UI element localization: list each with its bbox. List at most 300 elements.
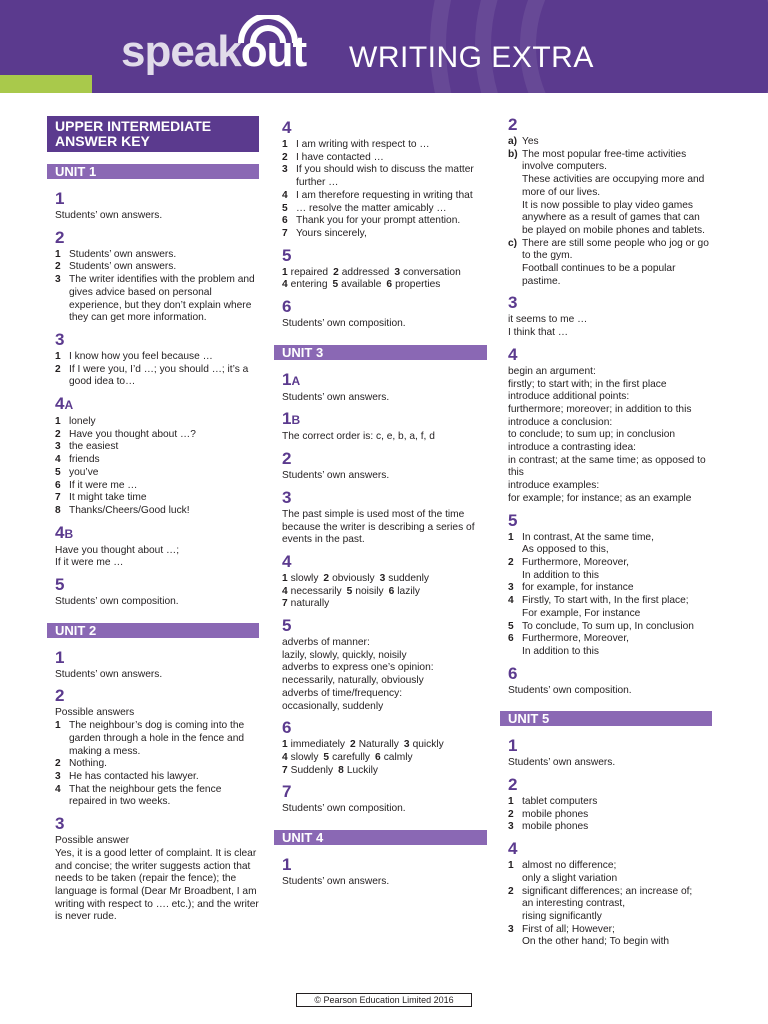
item-text: suddenly: [388, 572, 430, 584]
answer-line: adverbs to express one’s opinion:: [282, 662, 434, 674]
inline-answer: [282, 752, 318, 763]
answer-text: Students’ own composition.: [55, 596, 179, 608]
inline-answer: [333, 279, 382, 290]
item-number: 1: [508, 796, 514, 808]
item-text: It might take time: [69, 492, 147, 504]
item-text: repaired: [290, 266, 329, 278]
answer-text: The past simple is used most of the time because the writer is describing a series of events in the past.: [282, 508, 475, 546]
question-number: 5: [282, 616, 292, 636]
answer-text: Students’ own answers.: [282, 391, 390, 403]
item-text: I am therefore requesting in writing that: [296, 189, 473, 201]
item-number: 4: [508, 595, 514, 607]
unit-heading: UNIT 3: [274, 345, 487, 360]
answer-list: [508, 860, 712, 949]
item-text: I am writing with respect to …: [296, 139, 430, 150]
inline-answer: [375, 752, 413, 763]
list-item: [282, 228, 487, 241]
item-line: Firstly, To start with, In the first place;: [522, 595, 689, 607]
item-line: In addition to this: [522, 645, 600, 657]
item-number: 1: [508, 531, 514, 543]
item-number: 8: [55, 504, 61, 516]
item-number: b): [508, 148, 518, 160]
item-text: Students’ own answers.: [69, 248, 177, 260]
question-number: 1: [55, 189, 65, 208]
question-number: 3: [282, 487, 292, 507]
item-number: 4: [282, 585, 288, 597]
item-text: Nothing.: [69, 758, 107, 770]
inline-answer: [386, 279, 440, 290]
list-item: [508, 149, 712, 238]
item-line: rising significantly: [522, 910, 602, 922]
item-text: [522, 136, 712, 149]
answer-line: lazily, slowly, quickly, noisily: [282, 649, 407, 661]
item-text: carefully: [332, 751, 371, 763]
item-text: [522, 886, 712, 924]
answer-row: [282, 586, 487, 599]
question-number: 5: [282, 245, 292, 265]
answer-text: If it were me …: [55, 557, 124, 569]
question-number: 2: [282, 449, 292, 469]
item-text: Have you thought about …?: [69, 428, 196, 440]
answer-row: [282, 267, 487, 280]
answer-list: [282, 139, 487, 241]
item-text: calmly: [383, 751, 413, 763]
answer-text: Students’ own composition.: [508, 684, 632, 696]
answer-line: introduce examples:: [508, 480, 600, 492]
answer-list: [508, 136, 712, 288]
inline-answer: [404, 739, 444, 750]
answer-list: [55, 416, 259, 518]
item-number: 5: [346, 585, 353, 597]
list-item: [282, 215, 487, 228]
item-text: quickly: [412, 739, 444, 751]
item-line: There are still some people who jog or go to the gym.: [522, 237, 709, 262]
question-number: 1: [55, 647, 65, 667]
answer-line: introduce a contrasting idea:: [508, 442, 636, 454]
item-line: tablet computers: [522, 796, 598, 808]
question-number: 3: [508, 293, 518, 313]
list-item: [508, 238, 712, 289]
answer-row: [282, 752, 487, 765]
item-line: In addition to this: [522, 569, 600, 581]
list-item: [55, 441, 259, 454]
item-text: entering: [290, 279, 328, 291]
item-text: lazily: [397, 585, 420, 597]
item-text: slowly: [290, 572, 319, 584]
question-number: 1: [282, 855, 292, 875]
answer-text: Students’ own answers.: [55, 668, 163, 680]
item-text: … resolve the matter amicably …: [296, 202, 447, 214]
item-line: significant differences; an increase of;: [522, 885, 693, 897]
item-text: [522, 557, 712, 582]
inline-answer: [380, 573, 429, 584]
answer-list: [55, 720, 259, 809]
answer-list: [508, 796, 712, 834]
item-line: The most popular free-time activities involve computers.: [522, 148, 687, 173]
item-number: 1: [55, 416, 61, 428]
answer-line: firstly; to start with; in the first place: [508, 378, 667, 390]
answer-text: Yes, it is a good letter of complaint. It is clear and concise; the writer suggests action that needs to be taken (repair the fence); the language is formal (Dear Mr Broadbent, I am writing with respect to …. etc.); and the writer is never rude.: [55, 847, 259, 923]
item-text: [522, 924, 712, 949]
item-number: 4: [55, 783, 61, 795]
answer-text: Students’ own answers.: [282, 876, 390, 888]
answer-text: Students’ own answers.: [508, 757, 616, 769]
question-number: 4: [508, 839, 518, 859]
inline-answer: [338, 765, 378, 776]
list-item: [282, 139, 487, 152]
list-item: [508, 633, 712, 658]
list-item: [508, 821, 712, 834]
item-number: 4: [282, 189, 288, 201]
item-line: First of all; However;: [522, 923, 615, 935]
item-line: These activities are occupying more and more of our lives.: [522, 174, 705, 198]
item-number: 2: [333, 266, 339, 278]
inline-answer: [282, 598, 329, 609]
list-item: [55, 758, 259, 771]
item-line: For example, For instance: [522, 607, 641, 619]
item-line: mobile phones: [522, 821, 589, 833]
answer-line: to conclude; to sum up; in conclusion: [508, 429, 676, 441]
answer-row: [282, 598, 487, 611]
list-item: [282, 203, 487, 216]
question-number: 5: [55, 575, 65, 595]
question-number: 1B: [282, 409, 301, 429]
item-text: [522, 809, 712, 822]
item-number: 6: [375, 751, 381, 763]
answer-row: [282, 765, 487, 778]
item-number: c): [508, 237, 518, 249]
item-text: conversation: [402, 266, 461, 278]
item-line: an interesting contrast,: [522, 898, 626, 910]
list-item: [508, 796, 712, 809]
answer-list: [55, 249, 259, 325]
answer-row: [282, 279, 487, 292]
question-number: 4B: [55, 522, 74, 542]
item-text: [522, 149, 712, 238]
item-text: Naturally: [358, 739, 399, 751]
item-text: available: [341, 279, 382, 291]
item-text: immediately: [290, 739, 346, 751]
item-number: 6: [282, 215, 288, 227]
item-number: 3: [394, 266, 400, 278]
question-number: 6: [282, 297, 292, 317]
item-number: 2: [55, 758, 61, 770]
title-line: UPPER INTERMEDIATE: [55, 118, 212, 134]
inline-answer: [323, 752, 370, 763]
answer-line: introduce additional points:: [508, 391, 630, 403]
item-text: [522, 532, 712, 557]
answer-column-3: [500, 116, 712, 949]
question-number: 3: [55, 814, 65, 834]
answer-text: Students’ own composition.: [282, 318, 406, 330]
list-item: [55, 274, 259, 325]
list-item: [282, 152, 487, 165]
answer-line: begin an argument:: [508, 365, 596, 377]
item-line: only a slight variation: [522, 872, 618, 884]
item-number: 8: [338, 764, 344, 776]
item-text: naturally: [290, 598, 330, 610]
answer-intro: Possible answer: [55, 835, 130, 847]
item-text: If it were me …: [69, 479, 138, 491]
item-number: 1: [282, 139, 288, 150]
answer-list: [55, 351, 259, 389]
item-text: the easiest: [69, 441, 119, 453]
item-number: 1: [508, 860, 514, 872]
list-item: [508, 924, 712, 949]
item-text: you’ve: [69, 466, 99, 478]
item-text: obviously: [332, 572, 375, 584]
item-text: The neighbour’s dog is coming into the garden through a hole in the fence and making a mess.: [69, 720, 245, 757]
question-number: 2: [55, 227, 65, 247]
item-number: 5: [55, 466, 61, 478]
item-line: On the other hand; To begin with: [522, 936, 670, 948]
list-item: [55, 505, 259, 518]
inline-answer: [282, 267, 328, 278]
item-text: The writer identifies with the problem and gives advice based on personal experience, but they don’t explain where they can get more information.: [69, 274, 255, 324]
item-number: 6: [55, 479, 61, 491]
item-text: That the neighbour gets the fence repaired in two weeks.: [69, 783, 222, 808]
list-item: [508, 621, 712, 634]
item-number: 3: [508, 923, 514, 935]
inline-answer: [282, 279, 328, 290]
page-header: [0, 0, 768, 93]
item-line: In contrast, At the same time,: [522, 531, 654, 543]
question-number: 3: [55, 329, 65, 349]
answer-text: Have you thought about …;: [55, 544, 180, 556]
answer-column-2: [274, 119, 487, 889]
list-item: [508, 532, 712, 557]
inline-answer: [333, 267, 389, 278]
item-number: 2: [282, 151, 288, 163]
item-number: 2: [508, 556, 514, 568]
question-number: 2: [508, 115, 518, 134]
item-text: [522, 633, 712, 658]
item-text: I have contacted …: [296, 151, 384, 163]
item-line: As opposed to this,: [522, 544, 609, 556]
item-number: 2: [55, 428, 61, 440]
item-number: 7: [282, 764, 288, 776]
inline-answer: [282, 739, 345, 750]
item-number: 3: [282, 164, 288, 176]
question-number: 4: [508, 344, 518, 364]
item-number: 2: [508, 808, 514, 820]
item-number: 3: [508, 582, 514, 594]
item-line: for example, for instance: [522, 582, 634, 594]
item-text: addressed: [341, 266, 390, 278]
item-number: 2: [55, 363, 61, 375]
answer-intro: Possible answers: [55, 707, 135, 719]
item-number: 7: [282, 227, 288, 239]
item-number: 7: [282, 598, 288, 610]
item-line: Furthermore, Moreover,: [522, 633, 630, 645]
answer-key-title: [47, 116, 259, 152]
item-text: [522, 595, 712, 620]
answer-text: I think that …: [508, 327, 569, 339]
inline-answer: [323, 573, 374, 584]
title-line: ANSWER KEY: [55, 133, 150, 149]
item-text: I know how you feel because …: [69, 350, 213, 362]
item-number: 3: [55, 770, 61, 782]
answer-column-1: [47, 116, 259, 924]
item-text: [522, 821, 712, 834]
item-number: 2: [323, 572, 330, 584]
list-item: [282, 164, 487, 189]
answer-text: The correct order is: c, e, b, a, f, d: [282, 431, 435, 443]
list-item: [508, 582, 712, 595]
inline-answer: [350, 739, 399, 750]
unit-heading: UNIT 2: [47, 623, 259, 638]
question-number: 1: [508, 736, 518, 756]
answer-line: occasionally, suddenly: [282, 700, 384, 712]
item-number: 2: [350, 739, 356, 751]
item-text: Thank you for your prompt attention.: [296, 215, 461, 227]
list-item: [55, 492, 259, 505]
list-item: [55, 720, 259, 758]
item-number: 2: [508, 885, 514, 897]
item-number: 3: [508, 821, 514, 833]
item-text: Students’ own answers.: [69, 261, 177, 273]
list-item: [55, 429, 259, 442]
answer-row: [282, 573, 487, 586]
item-number: 1: [55, 720, 61, 732]
item-number: 3: [55, 441, 61, 453]
list-item: [55, 364, 259, 389]
list-item: [282, 190, 487, 203]
item-text: If you should wish to discuss the matter further …: [296, 164, 474, 189]
item-text: Yours sincerely,: [296, 227, 367, 239]
answer-line: furthermore; moreover; in addition to this: [508, 403, 692, 415]
item-text: properties: [395, 279, 441, 291]
answer-text: it seems to me …: [508, 314, 588, 326]
list-item: [55, 784, 259, 809]
item-number: 6: [386, 279, 393, 291]
item-number: 5: [323, 751, 330, 763]
accent-bar: [0, 75, 92, 93]
item-number: 1: [55, 350, 61, 362]
item-text: Suddenly: [290, 764, 334, 776]
item-line: Yes: [522, 136, 539, 147]
item-number: 3: [55, 274, 61, 286]
item-number: 4: [282, 279, 288, 291]
item-text: friends: [69, 454, 100, 466]
item-text: lonely: [69, 416, 96, 428]
inline-answer: [347, 586, 384, 597]
item-line: It is now possible to play video games anywhere as a result of games that can be played on mobile phones and tablets.: [522, 199, 705, 236]
list-item: [508, 860, 712, 885]
item-number: 1: [282, 572, 288, 584]
item-number: 3: [403, 739, 410, 751]
item-number: 6: [508, 633, 514, 645]
answer-line: adverbs of time/frequency:: [282, 687, 403, 699]
item-number: 5: [508, 620, 514, 632]
item-text: [522, 621, 712, 634]
answer-row: [282, 739, 487, 752]
item-number: a): [508, 136, 518, 147]
question-number: 4A: [55, 394, 74, 414]
item-text: Luckily: [346, 764, 378, 776]
item-text: If I were you, I’d …; you should …; it’s a good idea to…: [69, 363, 249, 388]
question-number: 6: [282, 718, 292, 738]
inline-answer: [282, 765, 333, 776]
list-item: [55, 261, 259, 274]
list-item: [55, 416, 259, 429]
item-number: 6: [388, 585, 395, 597]
item-line: almost no difference;: [522, 860, 617, 872]
item-line: mobile phones: [522, 808, 589, 820]
unit-heading: UNIT 4: [274, 830, 487, 845]
item-number: 4: [55, 454, 61, 466]
item-number: 4: [282, 751, 288, 763]
answer-text: Students’ own answers.: [55, 210, 163, 221]
question-number: 7: [282, 782, 292, 802]
answer-lines: [508, 366, 712, 506]
list-item: [55, 467, 259, 480]
answer-line: adverbs of manner:: [282, 637, 370, 649]
list-item: [55, 771, 259, 784]
item-number: 5: [332, 279, 339, 291]
question-number: 2: [508, 775, 518, 795]
question-number: 5: [508, 510, 518, 530]
item-number: 2: [55, 261, 61, 273]
question-number: 1A: [282, 369, 301, 389]
answer-line: for example; for instance; as an example: [508, 492, 692, 504]
inline-answer: [282, 573, 318, 584]
answer-line: in contrast; at the same time; as opposed to this: [508, 454, 706, 479]
item-text: noisily: [355, 585, 384, 597]
list-item: [55, 454, 259, 467]
item-number: 5: [282, 202, 288, 214]
answer-text: Students’ own composition.: [282, 803, 406, 815]
item-number: 1: [282, 739, 288, 751]
item-text: Thanks/Cheers/Good luck!: [69, 504, 190, 516]
page-title: WRITING EXTRA: [349, 41, 594, 74]
list-item: [508, 886, 712, 924]
answer-lines: [282, 637, 487, 713]
question-number: 2: [55, 686, 65, 706]
item-text: [522, 238, 712, 289]
item-text: [522, 582, 712, 595]
list-item: [508, 136, 712, 149]
item-number: 3: [379, 572, 386, 584]
copyright-footer: © Pearson Education Limited 2016: [296, 993, 472, 1007]
list-item: [508, 557, 712, 582]
question-number: 6: [508, 663, 518, 683]
item-line: Football continues to be a popular pastime.: [522, 263, 676, 287]
answer-text: Students’ own answers.: [282, 470, 390, 482]
item-text: [522, 796, 712, 809]
item-text: He has contacted his lawyer.: [69, 770, 199, 782]
list-item: [508, 809, 712, 822]
item-text: necessarily: [290, 585, 342, 597]
question-number: 4: [282, 551, 292, 571]
unit-heading: UNIT 5: [500, 711, 712, 726]
inline-answer: [282, 586, 342, 597]
item-text: [522, 860, 712, 885]
answer-line: introduce a conclusion:: [508, 416, 613, 428]
list-item: [55, 480, 259, 493]
signal-arcs-icon: [233, 15, 303, 45]
inline-answer: [389, 586, 420, 597]
item-line: To conclude, To sum up, In conclusion: [522, 620, 694, 632]
question-number: 4: [282, 118, 292, 137]
item-text: slowly: [290, 751, 319, 763]
inline-answer: [394, 267, 460, 278]
list-item: [55, 249, 259, 262]
unit-heading: UNIT 1: [47, 164, 259, 179]
item-number: 1: [282, 266, 288, 278]
answer-line: necessarily, naturally, obviously: [282, 675, 424, 687]
item-number: 1: [55, 248, 61, 260]
